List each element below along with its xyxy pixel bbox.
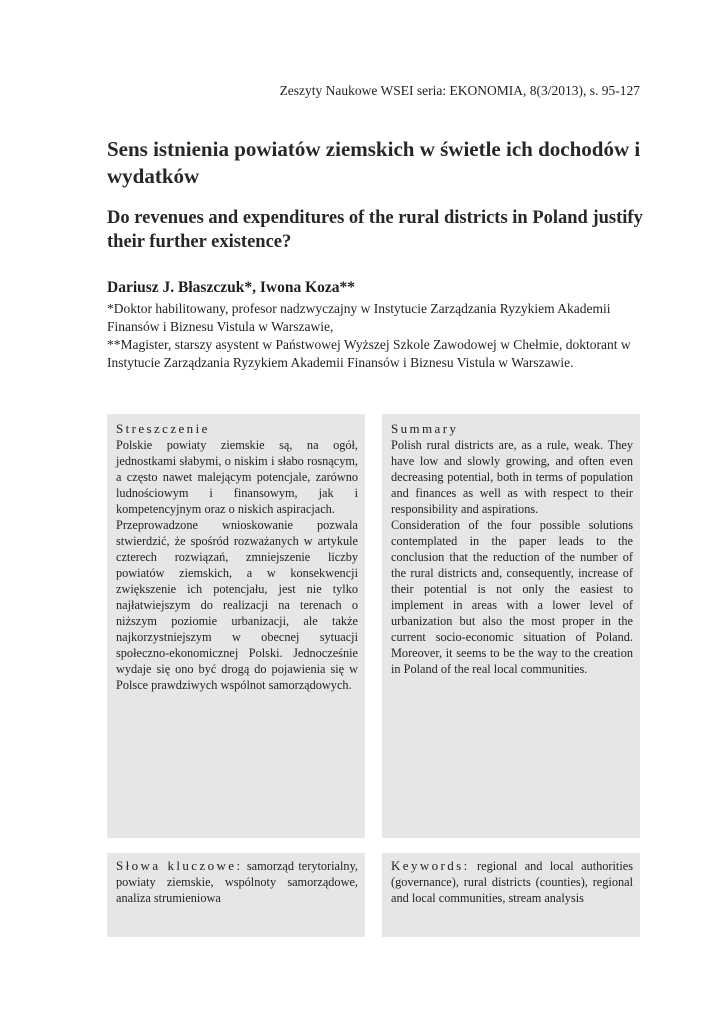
keywords-english-text: regional and local authorities (governance), rural districts (counties), regional and local communities, stream analysis [391, 859, 633, 905]
keywords-english-heading: Keywords: [391, 858, 470, 873]
title-english: Do revenues and expenditures of the rural districts in Poland justify their further existence? [107, 208, 643, 252]
title-polish: Sens istnienia powiatów ziemskich w świetle ich dochodów i wydatków [107, 137, 641, 188]
keywords-polish-text: samorząd terytorialny, powiaty ziemskie, wspólnoty samorządowe, analiza strumieniowa [116, 859, 359, 905]
keywords-polish-box [107, 853, 365, 937]
abstract-english-heading: Summary [391, 421, 459, 436]
keywords-polish-heading: Słowa kluczowe: [116, 858, 243, 873]
author-names: Dariusz J. Błaszczuk*, Iwona Koza** [107, 279, 355, 296]
abstract-polish-box [107, 414, 365, 838]
author-affiliation-1: *Doktor habilitowany, profesor nadzwyczajny w Instytucie Zarządzania Ryzykiem Akademii Finansów i Biznesu Vistula w Warszawie, [107, 301, 611, 334]
author-affiliation-2: **Magister, starszy asystent w Państwowej Wyższej Szkole Zawodowej w Chełmie, doktorant w Instytucie Zarządzania Ryzykiem Akademii Finansów i Biznesu Vistula w Warszawie. [107, 337, 631, 370]
abstract-english-paragraph: Consideration of the four possible solutions contemplated in the paper leads to the conclusion that the reduction of the number of the rural districts and, consequently, increase of their potential is not only the easiest to implement in areas with a lower level of urbanization but also the most proper in the current socio-economic situation of Poland. Moreover, it seems to be the way to the creation in Poland of the real local communities. [391, 518, 633, 676]
abstract-english-paragraph: Polish rural districts are, as a rule, weak. They have low and slowly growing, and often even decreasing potential, both in terms of population and finances as well as with respect to their responsibility and aspirations. [391, 438, 633, 516]
abstract-polish-heading: Streszczenie [116, 421, 210, 436]
abstract-polish-paragraph: Przeprowadzone wnioskowanie pozwala stwierdzić, że spośród rozważanych w artykule czterech rozwiązań, zmniejszenie liczby powiatów ziemskich, a w konsekwencji zwiększenie ich potencjału, jest nie tylko najłatwiejszym do realizacji na terenach o niższym poziomie urbanizacji, ale także najkorzystniejszym w obecnej sytuacji społeczno-ekonomicznej Polski. Jednocześnie wydaje się ono być drogą do pojawienia się w Polsce prawdziwych wspólnot samorządowych. [116, 518, 358, 692]
journal-citation: Zeszyty Naukowe WSEI seria: EKONOMIA, 8(3/2013), s. 95-127 [279, 83, 640, 98]
abstract-polish-paragraph: Polskie powiaty ziemskie są, na ogół, jednostkami słabymi, o niskim i słabo rosnącym, a często nawet malejącym potencjale, zarówno ludnościowym i finansowym, jak i kompetencyjnym oraz o niskich aspiracjach. [116, 438, 358, 516]
abstract-english-box [382, 414, 640, 838]
keywords-english-box [382, 853, 640, 937]
